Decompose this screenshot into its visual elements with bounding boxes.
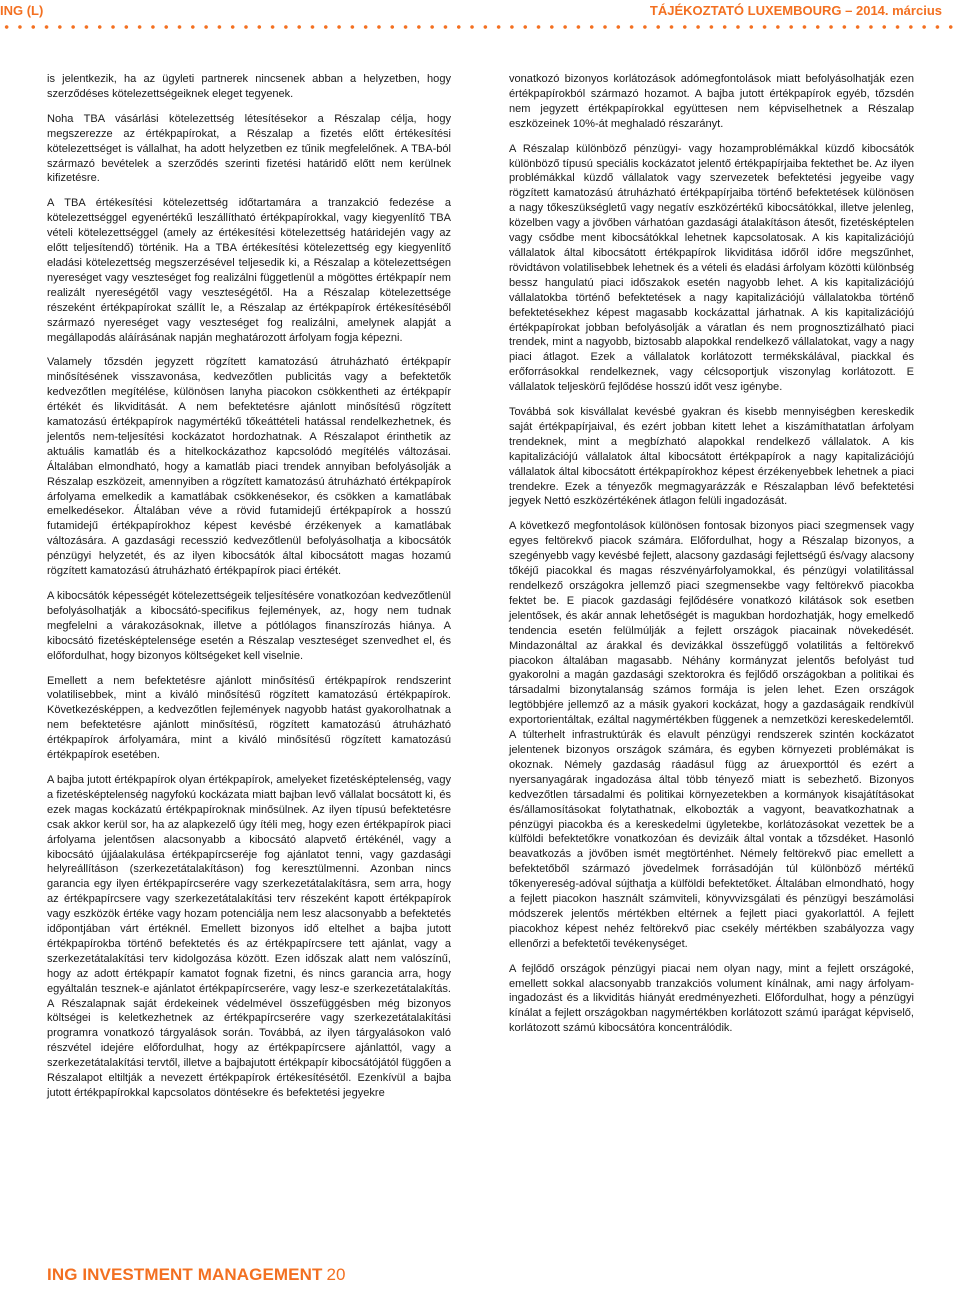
paragraph: Továbbá sok kisvállalat kevésbé gyakran és kisebb mennyiségben kereskedik saját értékpapírjaival, és ezért jobban kitett lehet a kiszámíthatatlan árfolyam trendeknek, mint a megbízható alapokkal rendelkező vállalatok. A kis kapitalizációjú vállalatok által kibocsátott értékpapírok a nagy kapitalizációjú vállalatok által kibocsátott értékpapírokhoz képest érzékenyebbek lehetnek a piaci trendekre. Ezek a tényezők megmagyarázzák e Részalapban lévő befektetési jegyek Nettó eszközértékének átlagon felüli ingadozását.: [509, 406, 914, 508]
page-footer: [47, 1265, 346, 1285]
paragraph: is jelentkezik, ha az ügyleti partnerek nincsenek abban a helyzetben, hogy szerződéses kötelezettségeiknek eleget tegyenek.: [47, 73, 451, 100]
paragraph: A TBA értékesítési kötelezettség időtartamára a tranzakció fedezése a kötelezettséggel egyenértékű leszállítható értékpapírokkal, vagy kiegyenlítő TBA vételi kötelezettséggel (amely az értékesítési kötelezettség határidején vagy az előtt teljesítendő) történik. Ha a TBA értékesítési kötelezettség egy kiegyenlítő eladási kötelezettség megszerzésével teljesedik ki, a Részalap a kötelezettségen nyereséget vagy veszteséget fog realizálni függetlenül a mögöttes értékpapír nem realizált nyereségétől vagy veszteségétől. Ha a Részalap kötelezettsége részeként értékpapírokat szállít le, a Részalap az értékpapírok értékesítéséből származó nyereséget vagy veszteséget fog realizálni, amelynek alapját a megállapodás aláírásának napján meghatározott árfolyam fogja képezni.: [47, 197, 451, 344]
page-header: [0, 0, 960, 26]
footer-brand: ING INVESTMENT MANAGEMENT: [47, 1265, 323, 1284]
right-column: [509, 72, 914, 1036]
paragraph: A kibocsátók képességét kötelezettségeik teljesítésére vonatkozóan kedvezőtlenül befolyásolhatják a kibocsátó-specifikus fejlemények, az, hogy nem tudnak megfelelni a várakozásoknak, illetve a pótlólagos finanszírozás hiánya. A kibocsátó fizetésképtelensége esetén a Részalap veszteséget szenvedhet el, és előfordulhat, hogy bizonyos költségeket kell viselnie.: [47, 590, 451, 662]
paragraph: A következő megfontolások különösen fontosak bizonyos piaci szegmensek vagy egyes feltörekvő piacok számára. Előfordulhat, hogy a Részalap bizonyos, a szegényebb vagy kevésbé fejlett, alacsony gazdasági fejlettségű és/vagy alacsony tőkéjű piacokkal és magas részvényárfolyamokkal, és pénzügyi volatilitással rendelkező országokra jellemző piaci szegmensekbe vagy feltörekvő piacokba fektet be. E piacok gazdasági fejlődésére vonatkozó kilátások sok esetben jelentősek, és akár annak lehetőségét is magukban hordozhatják, hogy emelkedő tendencia esetén felülmúlják a fejlett országok piacainak növekedését. Mindazonáltal az árakkal és devizákkal összefüggő volatilitás a feltörekvő piacokon általában magasabb. Néhány kormányzat jelentős befolyást tud gyakorolni a magán gazdasági szektorokra és fejlődő országokban a politikai és társadalmi bizonytalanság számos formája is jelen lehet. Ezen országok legtöbbjére jellemző az a másik gyakori kockázat, hogy a gazdaságaik rendkívül exportorientáltak, ezáltal nagymértékben függenek a nemzetközi kereskedelemtől. A túlterhelt infrastruktúrák és elavult pénzügyi rendszerek szintén kockázatot jelentenek bizonyos országok számára, és egyben környezeti problémákat is okoznak. Némely gazdaság ráadásul függ az áruexporttól és ezért a nyersanyagárak ingadozása által több tényező miatt is sebezhető. Bizonyos kedvezőtlen társadalmi és politikai környezetekben a kormányok kisajátításokat és/államosításokat folytathatnak, elkobozták a vagyont, beavatkozhatnak a pénzügyi piacokba és a kereskedelmi ügyletekbe, korlátozásokat vezettek be a külföldi befektetőkre vonatkozóan és devizáik által vontak a tőzsdéket. Hasonló beavatkozás a jövőben ismét megtörténhet. Némely feltörekvő piac emellett a befektetőből származó jövedelmek forrásadóján túl különböző mértékű tőkenyereség-adóval sújthatja a külföldi befektetőket. Általában elmondható, hogy a fejlett piacokon használt számviteli, könyvvizsgálati és pénzügyi beszámolási módszerek jelentős mértékben eltérnek a fejlett piaci gyakorlattól. A fejlett piacokhoz képest nehéz feltörekvő piac csekély mértékben szabályozza vagy ellenőrzi a befektetői tevékenységet.: [509, 520, 914, 950]
paragraph: vonatkozó bizonyos korlátozások adómegfontolások miatt befolyásolhatják ezen értékpapírokból származó hozamot. A bajba jutott értékpapírok egyéb, tőzsdén nem jegyzett értékpapírokkal együttesen nem képviselhetnek a Részalap eszközeinek 10%-át meghaladó részarányt.: [509, 73, 914, 130]
paragraph: A bajba jutott értékpapírok olyan értékpapírok, amelyeket fizetésképtelenség, vagy a fizetésképtelenség nagyfokú kockázata miatt bajban levő vállalat bocsátott ki, és ezek magas kockázatú értékpapíroknak minősülnek. Az ilyen típusú befektetésre csak akkor kerül sor, ha az alapkezelő úgy ítéli meg, hogy ezen értékpapírok piaci árfolyama jelentősen alacsonyabb a kibocsátó alapvető értékénél, vagy a kibocsátó újjáalakulása értékpapírcseréje fog ajánlatot tenni, vagy gazdasági helyreállításon (szerkezetátalakításon) fog keresztülmenni. Azonban nincs garancia egy ilyen értékpapírcserére vagy szerkezetátalakításra, sem arra, hogy az értékpapírcsere vagy szerkezetátalakítási terv részeként kapott értékpapírok vagy eszközök értéke vagy hozam potenciálja nem lesz alacsonyabb a befektetés időpontjában várt értéknél. Emellett bizonyos idő eltelhet a bajba jutott értékpapírokba történő befektetés és az értékpapírcsere tett ajánlat, vagy a szerkezetátalakítási terv kidolgozása között. Ezen időszak alatt nem valószínű, hogy az adott értékpapír kamatot fognak fizetni, és nincs garancia arra, hogy egyáltalán tesznek-e ajánlatot értékpapírcserére, vagy lesz-e szerkezetátalakítás. A Részalapnak saját érdekeinek védelmével összefüggésben még bizonyos költségei is keletkezhetnek az értékpapírcserére vagy szerkezetátalakítási programra vonatkozó tárgyalások során. Továbbá, az ilyen tárgyalásokon való részvétel idejére előfordulhat, hogy az értékpapírcsere ajánlattól, vagy a szerkezetátalakítási tervtől, illetve a bajbajutott értékpapír kibocsátójától függően a Részalapot eltiltják a nevezett értékpapírok értékesítésétől. Ezenkívül a bajba jutott értékpapírokkal kapcsolatos döntésekre és befektetési jegyekre: [47, 773, 451, 1099]
paragraph: A Részalap különböző pénzügyi- vagy hozamproblémákkal küzdő kibocsátók különböző típusú speciális kockázatot jelentő értékpapírjaiba fektethet be. Az ilyen problémákkal küzdő vállalatok vagy szervezetek befektetési jegyeibe vagy rögzített kamatozású átruházható értékpapírjaiba történő befektetések különösen a nagy tőkeszükségletű vagy negatív eszközértékű kibocsátókkal, illetve jelenleg, közelben vagy a jövőben várhatóan gazdasági átalakításon átesőt, fizetésképtelen vagy csődbe ment kibocsátókkal lehetnek kapcsolatosak. A kis kapitalizációjú vállalatok által kibocsátott értékpapírok likviditása időről időre megszűnhet, rövidtávon volatilisebbek lehetnek és a vételi és eladási árfolyam közötti különbség bessz hangulatú piaci időszakok esetén nagyobb lehet. A kis kapitalizációjú vállalatokba történő befektetések a nagy kapitalizációjú vállalatokba történő befektetésekhez képest magasabb kockázattal járhatnak. A kis kapitalizációjú értékpapírokat jobban befolyásolják a váratlan és nem prognosztizálható piaci trendek, mint a nagyobb, biztosabb alapokkal rendelkező vállalatokat, vagy a nagy piaci átlagot. Ezek a vállalatok korlátozott termékskálával, piackkal és erőforrásokkal rendelkeznek, vagy célcsoportjuk viszonylag korlátozott. E vállalatok teljeskörű fejlődése hosszú időt vesz igénybe.: [509, 142, 914, 394]
paragraph: Noha TBA vásárlási kötelezettség létesítésekor a Részalap célja, hogy megszerezze az értékpapírokat, a Részalap a fizetés előtt értékesítési kötelezettséget is vállalhat, ha adott helyzetben ez tűnik megfelelőnek. A TBA-ból származó bevételek a szerződés szerinti fizetési határidő előtt nem kerülnek kifizetésre.: [47, 112, 451, 185]
page-number: 20: [326, 1265, 346, 1284]
dotted-divider: [0, 24, 960, 30]
fund-name: ING (L): [0, 3, 44, 18]
left-column: [47, 72, 451, 1101]
paragraph: Emellett a nem befektetésre ajánlott minősítésű értékpapírok rendszerint volatilisebbek, mint a kiváló minősítésű rögzített kamatozású értékpapírok. Következésképpen, a kedvezőtlen fejlemények nagyobb hatást gyakorolhatnak a nem befektetésre ajánlott minősítésű, rögzített kamatozású átruházható értékpapírok árfolyamára, mint a kiváló minősítésű rögzített kamatozású értékpapírok esetében.: [47, 674, 451, 762]
paragraph: A fejlődő országok pénzügyi piacai nem olyan nagy, mint a fejlett országoké, emellett sokkal alacsonyabb tranzakciós volument kínálnak, ami nagy árfolyam-ingadozást és a likviditás hiányát eredményezheti. Előfordulhat, hogy a pénzügyi kínálat a fejlett országokban nagymértékben korlátozott számú iparágat képviselő, korlátozott számú kibocsátóra koncentrálódik.: [509, 962, 914, 1035]
document-title: TÁJÉKOZTATÓ LUXEMBOURG – 2014. március: [649, 3, 942, 18]
paragraph: Valamely tőzsdén jegyzett rögzített kamatozású átruházható értékpapír minősítésének visszavonása, kedvezőtlen publicitás vagy a befektetők kedvezőtlen megítélése, különösen lanyha piacokon csökkentheti az értékpapír értékét és likviditását. A nem befektetésre ajánlott minősítésű rögzített kamatozású értékpapírok nagymértékű tőkeáttételi hatással rendelkezhetnek, és jelentős nem-teljesítési kockázatot hordozhatnak. A Részalapot érinthetik az aktuális kamatláb és a hitelkockázathoz kapcsolódó megítélés változásai. Általában elmondható, hogy a kamatláb piaci trendek annyiban befolyásolják a Részalap eszközeit, amennyiben a rögzített kamatozású átruházható értékpapírok árfolyama emelkedik a kamatlábak csökkenésekor, és csökken a kamatlábak emelkedésekor. Általában véve a rövid futamidejű értékpapírok a hosszú futamidejű értékpapírokhoz képest kevésbé érzékenyek a kamatlábak változására. A gazdasági recesszió kedvezőtlenül befolyásolhatja a kibocsátók pénzügyi helyzetét, és az ilyen kibocsátók által kibocsátott magas hozamú rögzített kamatozású átruházható értékpapírok piaci értékét.: [47, 356, 451, 578]
